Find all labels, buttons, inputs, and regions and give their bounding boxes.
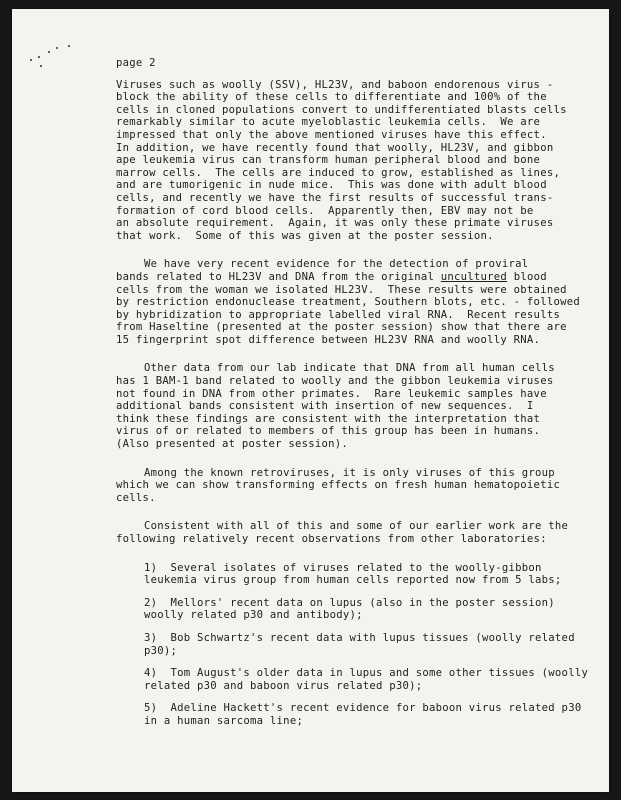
text-line: which we can show transforming effects on fresh human hematopoietic bbox=[116, 479, 561, 492]
paper-specks bbox=[28, 47, 88, 77]
list-item bbox=[116, 561, 562, 587]
text-line: In addition, we have recently found that woolly, HL23V, and gibbon bbox=[116, 141, 554, 154]
document-page bbox=[12, 9, 609, 792]
text-line: 3) Bob Schwartz's recent data with lupus tissues (woolly related bbox=[144, 631, 575, 644]
text-line: not found in DNA from other primates. Rare leukemic samples have bbox=[116, 387, 547, 400]
speck bbox=[38, 56, 40, 58]
text-line: impressed that only the above mentioned viruses have this effect. bbox=[116, 128, 547, 141]
text-line: and are tumorigenic in nude mice. This was done with adult blood bbox=[116, 179, 547, 192]
list-item bbox=[116, 597, 556, 622]
text-line: ape leukemia virus can transform human peripheral blood and bone bbox=[116, 154, 541, 167]
text-line: marrow cells. The cells are induced to grow, established as lines, bbox=[116, 166, 561, 179]
text-line: Other data from our lab indicate that DNA from all human cells bbox=[144, 362, 555, 375]
text-line: cells, and recently we have the first results of successful trans- bbox=[116, 191, 554, 204]
text-line: (Also presented at poster session). bbox=[116, 438, 348, 451]
text-line: from Haseltine (presented at the poster session) show that there are bbox=[116, 321, 567, 334]
paragraph-5 bbox=[116, 520, 569, 545]
page-number: page 2 bbox=[116, 57, 156, 69]
text-line: leukemia virus group from human cells reported now from 5 labs; bbox=[144, 574, 562, 587]
text-line: remarkably similar to acute myeloblastic leukemia cells. We are bbox=[116, 116, 541, 129]
text-line: cells. bbox=[116, 491, 156, 504]
paragraph-4 bbox=[116, 466, 561, 505]
document-body bbox=[116, 57, 589, 738]
text-line: 1) Several isolates of viruses related to the woolly-gibbon bbox=[144, 561, 542, 574]
paragraph-3 bbox=[116, 362, 556, 450]
text-fragment: blood bbox=[507, 270, 547, 283]
text-line: has 1 BAM-1 band related to woolly and the gibbon leukemia viruses bbox=[116, 375, 554, 388]
list-item bbox=[116, 631, 575, 657]
text-line: p30); bbox=[144, 644, 178, 657]
text-line: formation of cord blood cells. Apparently then, EBV may not be bbox=[116, 204, 534, 217]
paragraph-1 bbox=[116, 78, 567, 243]
text-line: cells from the woman we isolated HL23V. These results were obtained bbox=[116, 283, 567, 296]
paragraph-2 bbox=[116, 258, 580, 346]
text-line: by hybridization to appropriate labelled viral RNA. Recent results bbox=[116, 308, 561, 321]
text-line: 2) Mellors' recent data on lupus (also in the poster session) bbox=[144, 596, 555, 609]
text-line: additional bands consistent with insertion of new sequences. I bbox=[116, 400, 534, 413]
text-line: Consistent with all of this and some of our earlier work are the bbox=[144, 520, 569, 533]
text-line: 15 fingerprint spot difference between HL23V RNA and woolly RNA. bbox=[116, 333, 541, 346]
text-line: We have very recent evidence for the detection of proviral bbox=[144, 258, 529, 271]
text-line: block the ability of these cells to differentiate and 100% of the bbox=[116, 91, 547, 104]
text-line: that work. Some of this was given at the poster session. bbox=[116, 229, 494, 242]
text-line: Viruses such as woolly (SSV), HL23V, and baboon endorenous virus - bbox=[116, 78, 554, 91]
text-line: following relatively recent observations from other laboratories: bbox=[116, 533, 547, 545]
text-line: virus of or related to members of this group has been in humans. bbox=[116, 425, 541, 438]
text-line: Among the known retroviruses, it is only viruses of this group bbox=[144, 466, 555, 479]
text-line: 5) Adeline Hackett's recent evidence for baboon virus related p30 bbox=[144, 702, 582, 715]
speck bbox=[68, 45, 70, 47]
text-line: woolly related p30 and antibody); bbox=[144, 609, 363, 622]
text-line: think these findings are consistent with the interpretation that bbox=[116, 412, 541, 425]
text-line: by restriction endonuclease treatment, Southern blots, etc. - followed bbox=[116, 296, 580, 309]
text-fragment: bands related to HL23V and DNA from the original bbox=[116, 270, 441, 283]
speck bbox=[30, 59, 32, 61]
text-line: cells in cloned populations convert to undifferentiated blasts cells bbox=[116, 103, 567, 116]
text-line bbox=[116, 271, 556, 284]
speck bbox=[48, 51, 50, 53]
speck bbox=[56, 47, 58, 49]
underlined-word: uncultured bbox=[440, 270, 508, 283]
list-item bbox=[116, 702, 582, 727]
list-item bbox=[116, 667, 589, 692]
text-line: in a human sarcoma line; bbox=[144, 714, 304, 727]
text-line: 4) Tom August's older data in lupus and some other tissues (woolly bbox=[144, 667, 589, 680]
text-line: an absolute requirement. Again, it was only these primate viruses bbox=[116, 217, 554, 230]
speck bbox=[40, 65, 42, 67]
text-line: related p30 and baboon virus related p30); bbox=[144, 679, 423, 692]
